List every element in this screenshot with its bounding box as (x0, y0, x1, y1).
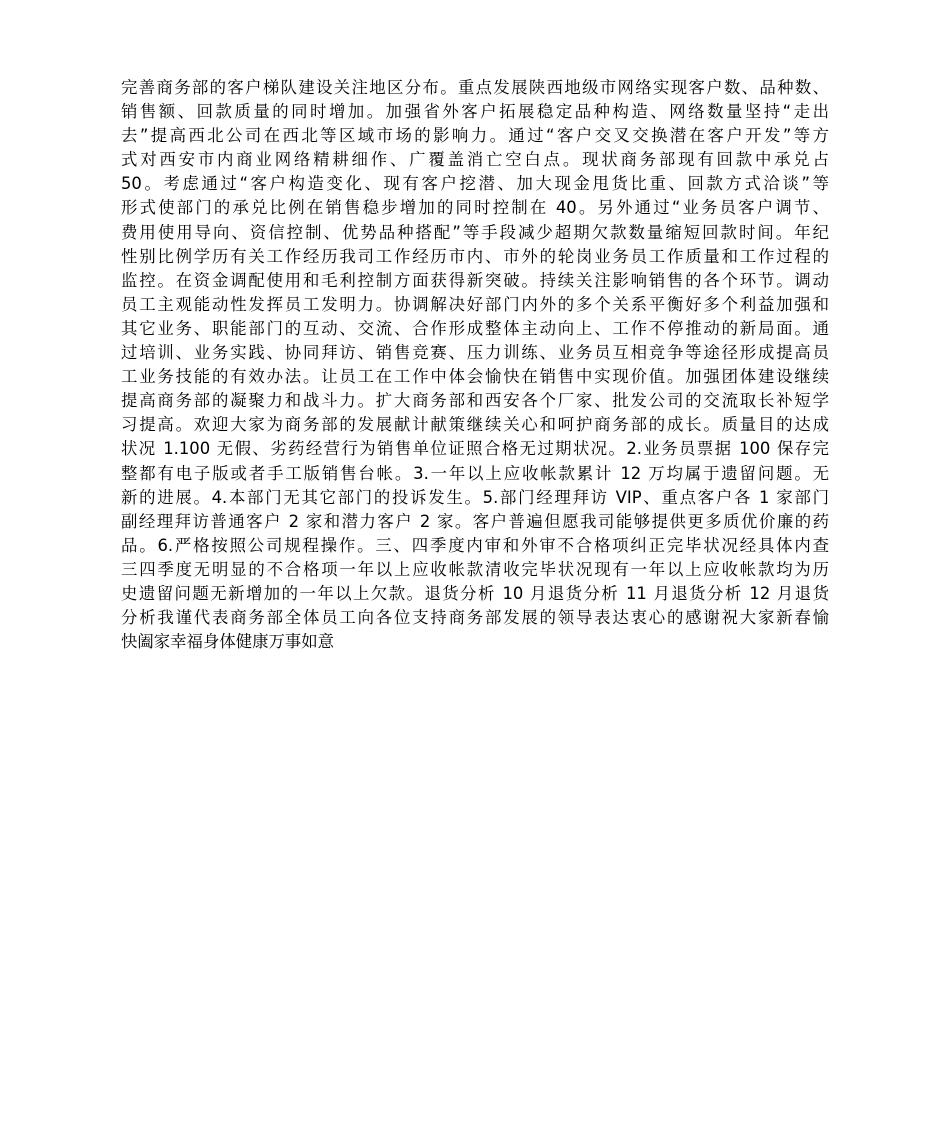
text-line: 整都有电子版或者手工版销售台帐。3.一年以上应收帐款累计 12 万均属于遗留问题。无 (121, 463, 829, 483)
text-line: 去”提高西北公司在西北等区域市场的影响力。通过“客户交叉交换潜在客户开发”等方 (121, 126, 829, 146)
text-line: 分析我谨代表商务部全体员工向各位支持商务部发展的领导表达衷心的感谢祝大家新春愉 (121, 608, 829, 628)
text-line: 50。考虑通过“客户构造变化、现有客户挖潜、加大现金甩货比重、回款方式洽谈”等 (121, 174, 829, 194)
text-line: 习提高。欢迎大家为商务部的发展献计献策继续关心和呵护商务部的成长。质量目的达成 (121, 415, 829, 435)
text-line: 性别比例学历有关工作经历我司工作经历市内、市外的轮岗业务员工作质量和工作过程的 (121, 246, 829, 266)
text-line: 式对西安市内商业网络精耕细作、广覆盖消亡空白点。现状商务部现有回款中承兑占 (121, 150, 829, 170)
text-line: 员工主观能动性发挥员工发明力。协调解决好部门内外的多个关系平衡好多个利益加强和 (121, 294, 829, 314)
text-line: 工业务技能的有效办法。让员工在工作中体会愉快在销售中实现价值。加强团体建设继续 (121, 367, 829, 387)
text-line: 状况 1.100 无假、劣药经营行为销售单位证照合格无过期状况。2.业务员票据 100 保存完 (121, 439, 829, 459)
text-line: 三四季度无明显的不合格项一年以上应收帐款清收完毕状况现有一年以上应收帐款均为历 (121, 559, 829, 579)
text-line: 过培训、业务实践、协同拜访、销售竞赛、压力训练、业务员互相竞争等途径形成提高员 (121, 343, 829, 363)
text-line: 完善商务部的客户梯队建设关注地区分布。重点发展陕西地级市网络实现客户数、品种数、 (121, 78, 829, 97)
text-line: 形式使部门的承兑比例在销售稳步增加的同时控制在 40。另外通过“业务员客户调节、 (121, 198, 829, 218)
text-line: 品。6.严格按照公司规程操作。三、四季度内审和外审不合格项纠正完毕状况经具体内查 (121, 535, 829, 555)
text-line: 新的进展。4.本部门无其它部门的投诉发生。5.部门经理拜访 VIP、重点客户各 1 家部门 (121, 487, 829, 507)
text-line: 监控。在资金调配使用和毛利控制方面获得新突破。持续关注影响销售的各个环节。调动 (121, 270, 829, 290)
text-line: 快阖家幸福身体健康万事如意 (121, 632, 335, 652)
text-line: 其它业务、职能部门的互动、交流、合作形成整体主动向上、工作不停推动的新局面。通 (121, 318, 829, 338)
text-line: 史遗留问题无新增加的一年以上欠款。退货分析 10 月退货分析 11 月退货分析 12 月退货 (121, 583, 829, 603)
text-line: 副经理拜访普通客户 2 家和潜力客户 2 家。客户普遍但愿我司能够提供更多质优价廉的药 (121, 511, 829, 531)
text-line: 提高商务部的凝聚力和战斗力。扩大商务部和西安各个厂家、批发公司的交流取长补短学 (121, 391, 829, 411)
text-line: 销售额、回款质量的同时增加。加强省外客户拓展稳定品种构造、网络数量坚持“走出 (121, 102, 829, 122)
text-line: 费用使用导向、资信控制、优势品种搭配”等手段减少超期欠款数量缩短回款时间。年纪 (121, 222, 829, 242)
body-text (121, 76, 829, 654)
